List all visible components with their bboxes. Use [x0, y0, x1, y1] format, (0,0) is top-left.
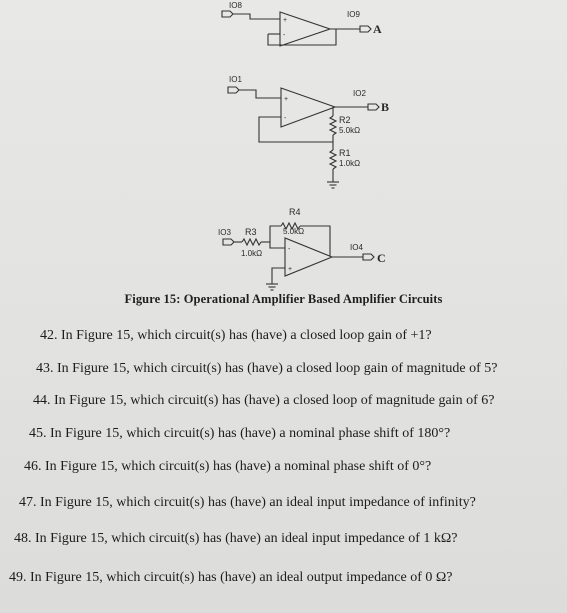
resistor-r3-name: R3 — [245, 227, 257, 237]
opamp-b — [281, 88, 335, 127]
opamp-b-plus-sign: + — [284, 96, 289, 103]
opamp-b-minus-sign: - — [284, 115, 287, 122]
question-42: 42. In Figure 15, which circuit(s) has (have) a closed loop gain of +1? — [40, 328, 432, 343]
resistor-r1-name: R1 — [339, 148, 351, 158]
opamp-c-minus-sign: - — [288, 246, 291, 253]
figure-caption: Figure 15: Operational Amplifier Based Amplifier Circuits — [124, 292, 443, 306]
question-44: 44. In Figure 15, which circuit(s) has (have) a closed loop of magnitude gain of 6? — [33, 393, 495, 408]
input-port-b-symbol — [228, 87, 239, 93]
output-port-c-symbol — [363, 254, 374, 260]
output-port-b-symbol — [368, 104, 379, 110]
resistor-r2-name: R2 — [339, 115, 351, 125]
resistor-r1-symbol — [330, 150, 336, 169]
resistor-r3-symbol — [242, 239, 261, 245]
resistor-r4-value: 5.0kΩ — [283, 227, 305, 236]
output-label-b: IO2 — [353, 89, 366, 98]
input-port-c-symbol — [223, 239, 234, 245]
resistor-r2-value: 5.0kΩ — [339, 126, 361, 135]
output-port-a-symbol — [360, 26, 371, 32]
opamp-a-minus-sign: - — [283, 32, 286, 39]
circuit-b — [228, 87, 379, 188]
input-port-a-symbol — [222, 11, 233, 17]
opamp-a — [280, 12, 330, 46]
resistor-r1-value: 1.0kΩ — [339, 159, 361, 168]
figure-15-circuits — [0, 0, 567, 300]
question-48: 48. In Figure 15, which circuit(s) has (have) an ideal input impedance of 1 kΩ? — [14, 531, 458, 546]
output-name-c: C — [377, 251, 386, 265]
input-label-c: IO3 — [218, 228, 231, 237]
resistor-r2-symbol — [330, 116, 336, 135]
question-43: 43. In Figure 15, which circuit(s) has (have) a closed loop gain of magnitude of 5? — [36, 361, 498, 376]
opamp-c-plus-sign: + — [288, 266, 293, 273]
output-label-c: IO4 — [350, 243, 363, 252]
question-49: 49. In Figure 15, which circuit(s) has (have) an ideal output impedance of 0 Ω? — [9, 570, 453, 585]
question-47: 47. In Figure 15, which circuit(s) has (have) an ideal input impedance of infinity? — [19, 495, 476, 510]
input-label-a: IO8 — [229, 1, 242, 10]
resistor-r4-name: R4 — [289, 207, 301, 217]
input-label-b: IO1 — [229, 75, 242, 84]
question-46: 46. In Figure 15, which circuit(s) has (have) a nominal phase shift of 0°? — [24, 459, 432, 474]
opamp-a-plus-sign: + — [283, 17, 288, 24]
output-name-b: B — [381, 100, 390, 114]
output-label-a: IO9 — [347, 10, 360, 19]
resistor-r3-value: 1.0kΩ — [241, 249, 263, 258]
output-name-a: A — [373, 22, 382, 36]
question-45: 45. In Figure 15, which circuit(s) has (have) a nominal phase shift of 180°? — [29, 426, 451, 441]
